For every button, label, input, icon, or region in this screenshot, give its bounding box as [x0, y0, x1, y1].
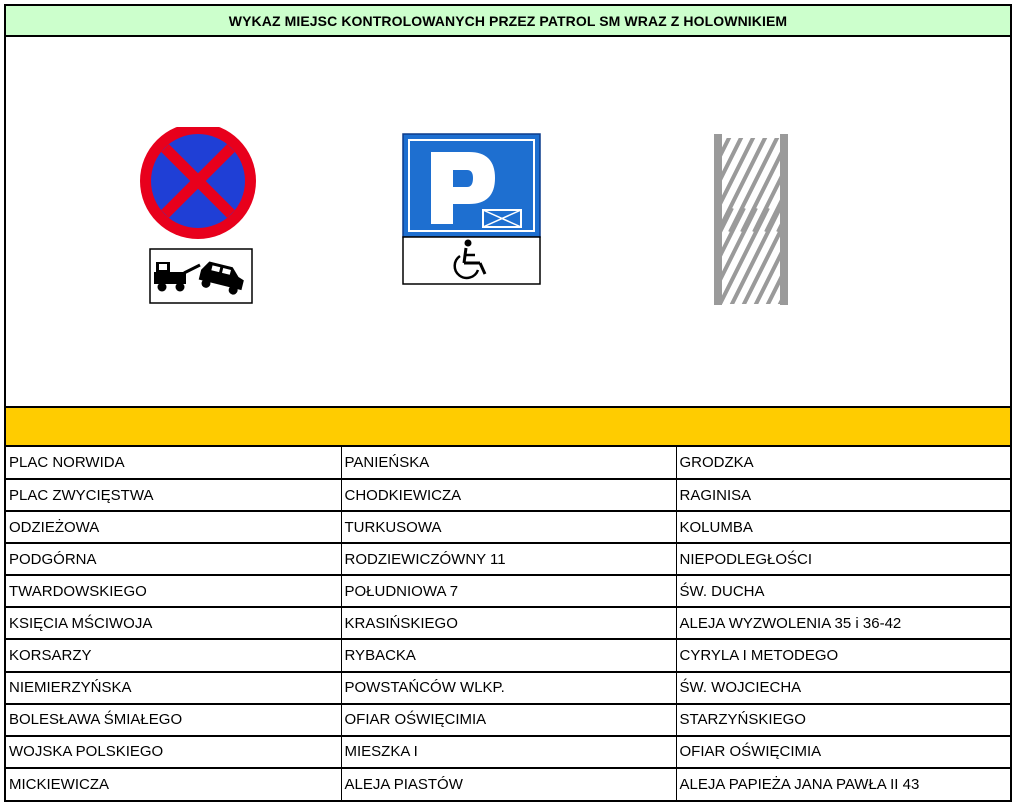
table-cell: PODGÓRNA: [6, 543, 341, 575]
table-cell: RODZIEWICZÓWNY 11: [341, 543, 676, 575]
table-cell: MICKIEWICZA: [6, 768, 341, 800]
table-cell: KORSARZY: [6, 639, 341, 671]
table-cell: ALEJA PAPIEŻA JANA PAWŁA II 43: [676, 768, 1010, 800]
table-cell: TURKUSOWA: [341, 511, 676, 543]
table-row: [6, 511, 1010, 543]
table-cell: OFIAR OŚWIĘCIMIA: [341, 704, 676, 736]
table-cell: NIEMIERZYŃSKA: [6, 672, 341, 704]
table-cell: PLAC NORWIDA: [6, 447, 341, 479]
table-cell: BOLESŁAWA ŚMIAŁEGO: [6, 704, 341, 736]
signs-panel: [6, 37, 1010, 408]
no-stopping-tow-away-sign-icon: [134, 127, 264, 307]
table-cell: WOJSKA POLSKIEGO: [6, 736, 341, 768]
table-row: [6, 672, 1010, 704]
table-row: [6, 447, 1010, 479]
table-cell: PLAC ZWYCIĘSTWA: [6, 479, 341, 511]
table-cell: KOLUMBA: [676, 511, 1010, 543]
document-sheet: [4, 4, 1012, 802]
disabled-parking-sign-icon: [401, 132, 546, 287]
table-row: [6, 704, 1010, 736]
table-cell: ŚW. WOJCIECHA: [676, 672, 1010, 704]
table-cell: RAGINISA: [676, 479, 1010, 511]
table-cell: RYBACKA: [341, 639, 676, 671]
table-cell: ALEJA PIASTÓW: [341, 768, 676, 800]
table-cell: KRASIŃSKIEGO: [341, 607, 676, 639]
table-cell: KSIĘCIA MŚCIWOJA: [6, 607, 341, 639]
table-cell: POWSTAŃCÓW WLKP.: [341, 672, 676, 704]
separator-bar: [6, 408, 1010, 447]
table-cell: TWARDOWSKIEGO: [6, 575, 341, 607]
table-row: [6, 768, 1010, 800]
table-cell: ŚW. DUCHA: [676, 575, 1010, 607]
table-cell: OFIAR OŚWIĘCIMIA: [676, 736, 1010, 768]
table-cell: PANIEŃSKA: [341, 447, 676, 479]
table-cell: POŁUDNIOWA 7: [341, 575, 676, 607]
street-table: [6, 447, 1010, 800]
table-row: [6, 639, 1010, 671]
table-cell: CHODKIEWICZA: [341, 479, 676, 511]
hatched-road-marking-icon: [712, 132, 792, 307]
table-row: [6, 479, 1010, 511]
table-row: [6, 736, 1010, 768]
table-cell: CYRYLA I METODEGO: [676, 639, 1010, 671]
table-cell: ODZIEŻOWA: [6, 511, 341, 543]
document-title: WYKAZ MIEJSC KONTROLOWANYCH PRZEZ PATROL SM WRAZ Z HOLOWNIKIEM: [6, 6, 1010, 37]
table-row: [6, 607, 1010, 639]
table-row: [6, 543, 1010, 575]
table-cell: ALEJA WYZWOLENIA 35 i 36-42: [676, 607, 1010, 639]
table-cell: STARZYŃSKIEGO: [676, 704, 1010, 736]
table-cell: NIEPODLEGŁOŚCI: [676, 543, 1010, 575]
table-cell: MIESZKA I: [341, 736, 676, 768]
table-row: [6, 575, 1010, 607]
table-cell: GRODZKA: [676, 447, 1010, 479]
